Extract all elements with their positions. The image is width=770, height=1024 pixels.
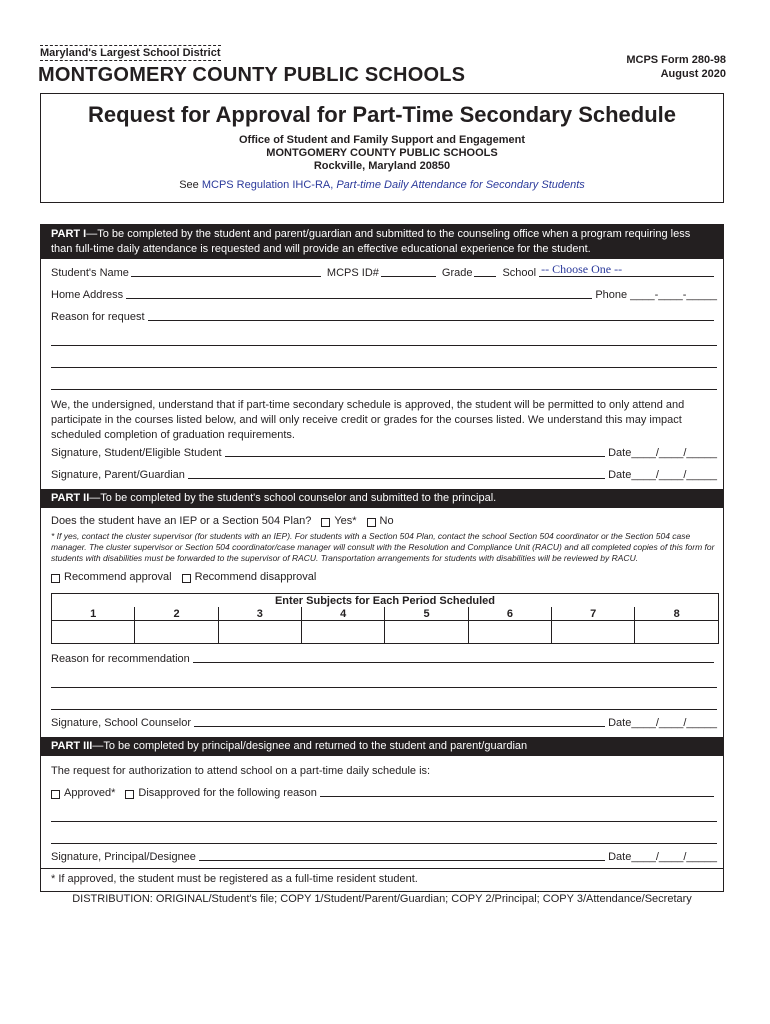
approval-footnote: * If approved, the student must be registered as a full-time resident student. <box>51 873 418 885</box>
principal-signature-label: Signature, Principal/Designee <box>51 851 196 863</box>
date-label: Date <box>608 447 632 459</box>
reason-field-line-3[interactable] <box>51 367 717 368</box>
recommend-disapproval-label: Recommend disapproval <box>194 571 317 583</box>
part3-description: —To be completed by principal/designee and returned to the student and parent/guardian <box>92 740 528 752</box>
date-label: Date <box>608 717 632 729</box>
iep-row <box>51 515 717 527</box>
org-name: MONTGOMERY COUNTY PUBLIC SCHOOLS <box>266 147 498 159</box>
district-tagline: Maryland's Largest School District <box>40 47 221 59</box>
recommend-approval-label: Recommend approval <box>64 571 172 583</box>
home-address-field[interactable] <box>126 298 592 299</box>
regulation-reference <box>41 179 723 191</box>
home-address-label: Home Address <box>51 289 124 301</box>
principal-date-field[interactable]: ____/____/_____ <box>631 851 717 863</box>
part1-heading: PART I <box>51 228 87 240</box>
student-date-field[interactable]: ____/____/_____ <box>631 447 717 459</box>
recommend-approval-checkbox[interactable] <box>51 574 60 583</box>
periods-table-heading: Enter Subjects for Each Period Scheduled <box>52 594 719 608</box>
student-name-label: Student's Name <box>51 267 129 279</box>
address-row <box>51 289 717 301</box>
page-title: Request for Approval for Part-Time Secondary Schedule <box>87 102 677 127</box>
iep-no-checkbox[interactable] <box>367 518 376 527</box>
counselor-date-field[interactable]: ____/____/_____ <box>631 717 717 729</box>
recommendation-reason-line-1[interactable] <box>193 662 714 663</box>
reason-field-line-1[interactable] <box>148 320 714 321</box>
student-info-row <box>51 262 717 279</box>
recommendation-reason-line-3[interactable] <box>51 709 717 710</box>
regulation-link[interactable]: MCPS Regulation IHC-RA, <box>201 179 334 191</box>
see-prefix: See <box>179 179 199 191</box>
period-subject-field[interactable] <box>635 621 719 644</box>
period-subject-field[interactable] <box>552 621 635 644</box>
form-date: August 2020 <box>660 68 726 80</box>
period-subject-field[interactable] <box>385 621 468 644</box>
school-label: School <box>502 267 537 279</box>
disapproved-checkbox[interactable] <box>125 790 134 799</box>
reason-field-line-2[interactable] <box>51 345 717 346</box>
approved-checkbox[interactable] <box>51 790 60 799</box>
period-subject-field[interactable] <box>135 621 218 644</box>
principal-signature-row <box>51 851 717 863</box>
part3-heading: PART III <box>51 740 93 752</box>
iep-question: Does the student have an IEP or a Section 504 Plan? <box>51 515 312 527</box>
period-subject-field[interactable] <box>468 621 551 644</box>
form-body <box>40 224 724 892</box>
approved-label: Approved* <box>64 787 116 799</box>
period-subject-field[interactable] <box>52 621 135 644</box>
date-label: Date <box>608 851 632 863</box>
counselor-signature-row <box>51 717 717 729</box>
decision-row <box>51 787 717 799</box>
iep-yes-label: Yes* <box>334 515 357 527</box>
grade-field[interactable] <box>474 275 496 277</box>
mcps-id-label: MCPS ID# <box>326 267 379 279</box>
recommendation-reason-row <box>51 653 717 665</box>
approval-footnote-row <box>51 873 717 885</box>
agreement-text: We, the undersigned, understand that if part-time secondary schedule is approved, the student will be permitted to only attend and participate in the courses listed below, and will only receive credit or grades for the courses listed. We understand this may impact scheduled completion of graduation requirements. <box>51 399 685 441</box>
part2-heading: PART II <box>51 492 90 504</box>
period-number: 5 <box>385 607 468 621</box>
grade-label: Grade <box>441 267 473 279</box>
school-select-value: -- Choose One -- <box>541 262 623 276</box>
recommend-disapproval-checkbox[interactable] <box>182 574 191 583</box>
disapproved-label: Disapproved for the following reason <box>138 787 317 799</box>
distribution-line: DISTRIBUTION: ORIGINAL/Student's file; COPY 1/Student/Parent/Guardian; COPY 2/Principal; COPY 3/Attendance/Secretary <box>72 893 692 905</box>
recommendation-reason-label: Reason for recommendation <box>51 653 190 665</box>
parent-signature-label: Signature, Parent/Guardian <box>51 469 185 481</box>
title-box <box>40 93 724 203</box>
part2-description: —To be completed by the student's school counselor and submitted to the principal. <box>89 492 497 504</box>
part1-description: —To be completed by the student and parent/guardian and submitted to the counseling office when a program requiring less than full-time daily attendance is requested and will provide an effective educational experience for the student. <box>51 228 691 255</box>
org-location: Rockville, Maryland 20850 <box>313 160 451 172</box>
disapproval-reason-line-2[interactable] <box>51 821 717 822</box>
form-number: MCPS Form 280-98 <box>626 54 726 66</box>
parent-date-field[interactable]: ____/____/_____ <box>631 469 717 481</box>
period-number: 3 <box>218 607 301 621</box>
part3-header <box>41 737 723 756</box>
parent-signature-row <box>51 469 717 481</box>
iep-no-label: No <box>379 515 394 527</box>
authorization-status-row <box>51 765 717 777</box>
counselor-signature-label: Signature, School Counselor <box>51 717 192 729</box>
authorization-status-text: The request for authorization to attend school on a part-time daily schedule is: <box>51 765 431 777</box>
form-id <box>626 53 726 81</box>
student-name-field[interactable] <box>131 275 321 277</box>
date-label: Date <box>608 469 632 481</box>
part2-header <box>41 489 723 508</box>
student-signature-field[interactable] <box>225 456 605 457</box>
reason-field-line-4[interactable] <box>51 389 717 390</box>
period-number: 6 <box>468 607 551 621</box>
mcps-id-field[interactable] <box>381 275 436 277</box>
district-name: MONTGOMERY COUNTY PUBLIC SCHOOLS <box>38 64 466 86</box>
period-number: 4 <box>302 607 385 621</box>
reason-row <box>51 311 717 323</box>
disapproval-reason-line-1[interactable] <box>320 796 714 797</box>
student-signature-label: Signature, Student/Eligible Student <box>51 447 222 459</box>
period-subject-field[interactable] <box>302 621 385 644</box>
school-select[interactable] <box>539 262 714 277</box>
recommendation-reason-line-2[interactable] <box>51 687 717 688</box>
iep-yes-checkbox[interactable] <box>321 518 330 527</box>
phone-label: Phone <box>595 289 628 301</box>
periods-table <box>51 593 719 644</box>
parent-signature-field[interactable] <box>188 478 605 479</box>
reason-label: Reason for request <box>51 311 145 323</box>
part1-header <box>41 225 723 259</box>
phone-field[interactable]: ____-____-_____ <box>630 289 717 301</box>
period-subject-field[interactable] <box>218 621 301 644</box>
iep-footnote: * If yes, contact the cluster supervisor (for students with an IEP). For students with a Section 504 Plan, contact the school Section 504 coordinator or the Section 504 case manager. The cluster supervisor or Section 504 coordinator/case manager will consult with the Resolution and Compliance Unit (RACU) and all completed copies of this form for students with disabilities must be forwarded to the supervisor of RACU. Transportation arrangements for students with disabilities will be reviewed by RACU. <box>51 531 715 563</box>
period-number: 2 <box>135 607 218 621</box>
period-number: 1 <box>52 607 135 621</box>
disapproval-reason-line-3[interactable] <box>51 843 717 844</box>
principal-signature-field[interactable] <box>199 860 605 861</box>
period-number: 8 <box>635 607 719 621</box>
period-number: 7 <box>552 607 635 621</box>
recommendation-row <box>51 571 717 583</box>
office-name: Office of Student and Family Support and Engagement <box>238 134 526 146</box>
student-signature-row <box>51 447 717 459</box>
counselor-signature-field[interactable] <box>194 726 605 727</box>
regulation-title[interactable]: Part-time Daily Attendance for Secondary Students <box>336 179 585 191</box>
footnote-divider <box>41 868 723 869</box>
